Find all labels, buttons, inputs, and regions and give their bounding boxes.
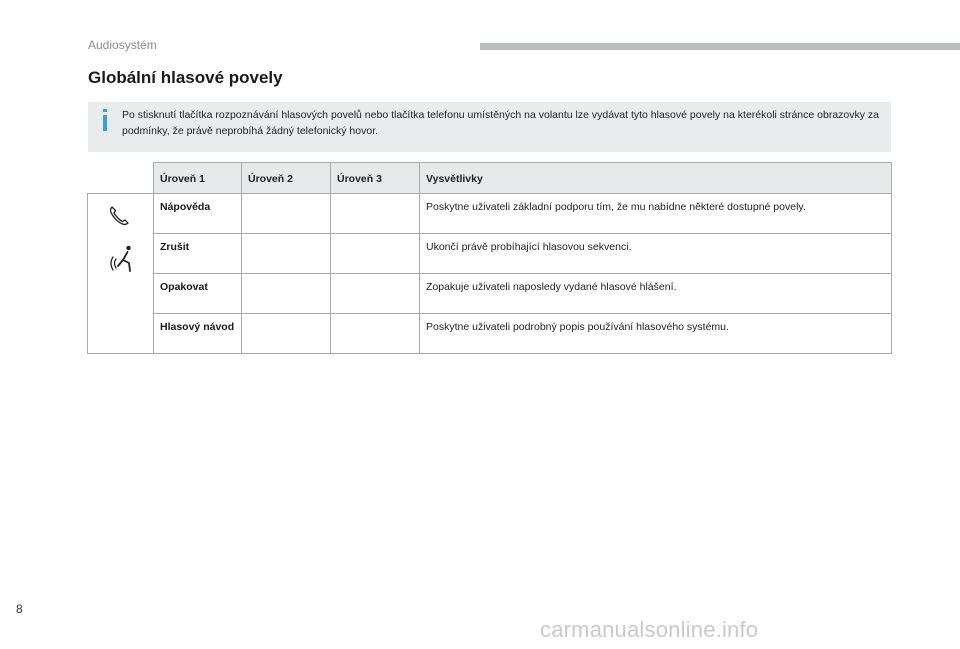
phone-icon (107, 204, 131, 228)
section-label: Audiosystém (88, 38, 157, 52)
command-level2 (242, 314, 331, 354)
command-level3 (331, 234, 420, 274)
table-row (88, 194, 892, 234)
command-level1: Hlasový návod (154, 314, 242, 354)
command-level3 (331, 274, 420, 314)
header-blank-cell (88, 163, 154, 194)
command-level3 (331, 194, 420, 234)
table-row (88, 274, 892, 314)
command-description: Poskytne uživateli základní podporu tím, že mu nabídne některé dostupné povely. (420, 194, 892, 234)
header-accent-bar (480, 43, 960, 50)
command-level2 (242, 234, 331, 274)
table-header-row (88, 163, 892, 194)
voice-commands-table (87, 162, 892, 354)
page-title: Globální hlasové povely (88, 68, 283, 87)
command-level1: Nápověda (154, 194, 242, 234)
table-row (88, 314, 892, 354)
command-level2 (242, 274, 331, 314)
info-note (88, 102, 891, 152)
command-description: Ukončí právě probíhající hlasovou sekvenci. (420, 234, 892, 274)
column-header-description: Vysvětlivky (420, 163, 892, 194)
page-number: 8 (16, 602, 23, 616)
command-level2 (242, 194, 331, 234)
command-description: Poskytne uživateli podrobný popis používání hlasového systému. (420, 314, 892, 354)
command-icons-cell (88, 194, 154, 354)
voice-command-icon (110, 244, 136, 274)
info-note-text: Po stisknutí tlačítka rozpoznávání hlasových povelů nebo tlačítka telefonu umístěných na volantu lze vydávat tyto hlasové povely na kterékoli stránce obrazovky za podmínky, že právě neprobíhá žádný telefonický hovor. (122, 109, 879, 137)
column-header-level1: Úroveň 1 (154, 163, 242, 194)
command-level1: Zrušit (154, 234, 242, 274)
column-header-level2: Úroveň 2 (242, 163, 331, 194)
table-row (88, 234, 892, 274)
info-icon (98, 109, 112, 131)
command-level1: Opakovat (154, 274, 242, 314)
watermark: carmanualsonline.info (540, 617, 759, 642)
command-level3 (331, 314, 420, 354)
column-header-level3: Úroveň 3 (331, 163, 420, 194)
command-description: Zopakuje uživateli naposledy vydané hlasové hlášení. (420, 274, 892, 314)
